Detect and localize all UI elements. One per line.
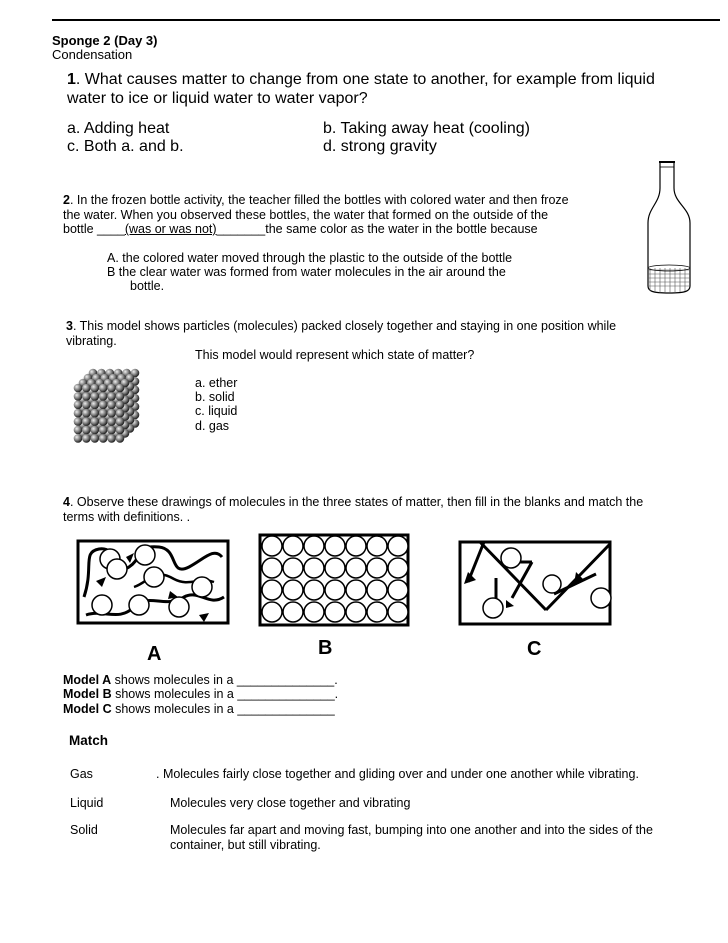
match-term-solid[interactable]: Solid bbox=[70, 823, 98, 837]
cube-sphere bbox=[116, 384, 125, 393]
cube-sphere bbox=[74, 401, 83, 410]
question-2-line: the water. When you observed these bottles, the water that formed on the outside of the bbox=[63, 207, 549, 222]
top-rule bbox=[52, 19, 720, 21]
molecule-circle bbox=[304, 558, 324, 578]
match-term-gas[interactable]: Gas bbox=[70, 767, 93, 781]
question-4-number: 4 bbox=[63, 495, 70, 509]
question-1-number: 1 bbox=[67, 71, 76, 88]
molecule-circle bbox=[262, 580, 282, 600]
molecule-circle bbox=[304, 602, 324, 622]
question-2-line: bottle ____ bbox=[63, 222, 125, 236]
cube-sphere bbox=[91, 434, 100, 443]
cube-sphere bbox=[107, 401, 116, 410]
model-c-statement bbox=[63, 702, 335, 716]
q3-option[interactable]: a. ether bbox=[195, 376, 238, 390]
cube-sphere bbox=[74, 417, 83, 426]
cube-sphere bbox=[116, 434, 125, 443]
cube-sphere bbox=[91, 409, 100, 418]
cube-sphere bbox=[74, 426, 83, 435]
cube-sphere bbox=[74, 384, 83, 393]
molecule-circle bbox=[346, 536, 366, 556]
molecule-circle bbox=[325, 558, 345, 578]
cube-sphere bbox=[99, 417, 108, 426]
cube-sphere bbox=[116, 409, 125, 418]
question-2-blank[interactable]: (was or was not) bbox=[124, 222, 217, 236]
question-2-number: 2 bbox=[63, 193, 70, 207]
cube-sphere bbox=[99, 384, 108, 393]
question-2-line: _______the same color as the water in the bottle because bbox=[216, 222, 538, 236]
molecule-circle bbox=[283, 536, 303, 556]
molecule-circle bbox=[325, 602, 345, 622]
molecule-circle bbox=[367, 580, 387, 600]
model-b-statement bbox=[63, 687, 338, 701]
q2-option-a[interactable]: A. the colored water moved through the plastic to the outside of the bottle bbox=[107, 251, 513, 265]
molecule-circle bbox=[367, 602, 387, 622]
cube-sphere bbox=[116, 401, 125, 410]
question-1-text: . What causes matter to change from one state to another, for example from liquid water to ice or liquid water to water vapor? bbox=[67, 71, 655, 107]
model-a-diagram bbox=[74, 537, 234, 629]
match-heading: Match bbox=[69, 733, 109, 748]
solid-cube-image bbox=[72, 366, 156, 456]
model-b-name: Model B bbox=[63, 687, 112, 701]
molecule-circle bbox=[325, 580, 345, 600]
match-definition[interactable]: Molecules very close together and vibrating bbox=[170, 796, 411, 810]
cube-sphere bbox=[107, 392, 116, 401]
bottle-image bbox=[640, 158, 698, 298]
molecule-circle bbox=[262, 558, 282, 578]
model-b-blank[interactable]: shows molecules in a ______________. bbox=[111, 687, 339, 701]
q1-option-d[interactable]: d. strong gravity bbox=[323, 138, 437, 155]
q3-option[interactable]: d. gas bbox=[195, 419, 230, 433]
cube-sphere bbox=[99, 392, 108, 401]
molecule-circle bbox=[262, 536, 282, 556]
q2-option-b-cont: bottle. bbox=[130, 279, 165, 293]
molecule-circle bbox=[304, 580, 324, 600]
q1-option-b[interactable]: b. Taking away heat (cooling) bbox=[323, 120, 530, 137]
page-subtitle: Condensation bbox=[52, 47, 133, 62]
q1-option-c[interactable]: c. Both a. and b. bbox=[67, 138, 184, 155]
cube-sphere bbox=[82, 417, 91, 426]
cube-sphere bbox=[99, 409, 108, 418]
cube-sphere bbox=[82, 392, 91, 401]
molecule-circle bbox=[283, 602, 303, 622]
cube-sphere bbox=[82, 384, 91, 393]
question-3-number: 3 bbox=[66, 319, 73, 333]
cube-sphere bbox=[116, 426, 125, 435]
molecule-circle bbox=[283, 558, 303, 578]
cube-sphere bbox=[99, 426, 108, 435]
match-term-liquid[interactable]: Liquid bbox=[70, 796, 104, 810]
cube-sphere bbox=[107, 434, 116, 443]
molecule-circle bbox=[262, 602, 282, 622]
cube-sphere bbox=[82, 401, 91, 410]
cube-sphere bbox=[116, 392, 125, 401]
question-2-line: . In the frozen bottle activity, the teacher filled the bottles with colored water and then froze bbox=[69, 193, 569, 207]
cube-sphere bbox=[91, 417, 100, 426]
molecule-circle bbox=[388, 558, 408, 578]
cube-sphere bbox=[82, 426, 91, 435]
cube-sphere bbox=[82, 409, 91, 418]
model-c-diagram bbox=[456, 538, 614, 630]
molecule-circle bbox=[304, 536, 324, 556]
molecule-circle bbox=[388, 602, 408, 622]
cube-sphere bbox=[91, 426, 100, 435]
molecule-circle bbox=[346, 602, 366, 622]
question-4-text: . Observe these drawings of molecules in the three states of matter, then fill in the blanks and match the terms with definitions. . bbox=[63, 495, 644, 524]
model-a-name: Model A bbox=[63, 673, 112, 687]
molecule-circle bbox=[283, 580, 303, 600]
molecule-circle bbox=[388, 580, 408, 600]
cube-sphere bbox=[74, 434, 83, 443]
molecule-circle bbox=[325, 536, 345, 556]
model-a-blank[interactable]: shows molecules in a ______________. bbox=[111, 673, 338, 687]
molecule-circle bbox=[367, 558, 387, 578]
cube-sphere bbox=[74, 392, 83, 401]
question-4 bbox=[63, 495, 663, 524]
cube-sphere bbox=[91, 401, 100, 410]
cube-sphere bbox=[91, 392, 100, 401]
cube-sphere bbox=[107, 409, 116, 418]
molecule-circle bbox=[346, 580, 366, 600]
question-1 bbox=[67, 70, 667, 108]
q2-option-b[interactable]: B the clear water was formed from water molecules in the air around the bbox=[107, 265, 506, 279]
question-2 bbox=[63, 193, 633, 237]
cube-sphere bbox=[99, 401, 108, 410]
model-b-label: B bbox=[318, 637, 333, 659]
model-b-diagram bbox=[256, 531, 414, 631]
match-definition[interactable]: Molecules far apart and moving fast, bumping into one another and into the sides of the container, but still vibrating. bbox=[170, 823, 653, 852]
molecule-circle bbox=[367, 536, 387, 556]
q3-option[interactable]: c. liquid bbox=[195, 404, 238, 418]
cube-sphere bbox=[107, 384, 116, 393]
question-3-prompt: This model would represent which state of matter? bbox=[195, 348, 475, 362]
cube-sphere bbox=[82, 434, 91, 443]
cube-sphere bbox=[74, 409, 83, 418]
cube-sphere bbox=[107, 426, 116, 435]
model-c-blank[interactable]: shows molecules in a ______________ bbox=[111, 702, 335, 716]
model-a-label: A bbox=[147, 643, 162, 665]
question-3 bbox=[66, 319, 666, 348]
molecule-circle bbox=[346, 558, 366, 578]
cube-sphere bbox=[116, 417, 125, 426]
model-a-statement bbox=[63, 673, 338, 687]
q3-option[interactable]: b. solid bbox=[195, 390, 235, 404]
cube-sphere bbox=[91, 384, 100, 393]
cube-sphere bbox=[99, 434, 108, 443]
match-definition[interactable]: . Molecules fairly close together and gliding over and under one another while vibrating. bbox=[156, 767, 639, 781]
model-c-name: Model C bbox=[63, 702, 112, 716]
page-title: Sponge 2 (Day 3) bbox=[52, 33, 158, 48]
molecule-circle bbox=[388, 536, 408, 556]
q1-option-a[interactable]: a. Adding heat bbox=[67, 120, 170, 137]
cube-sphere bbox=[107, 417, 116, 426]
model-c-label: C bbox=[527, 638, 542, 660]
question-3-text: . This model shows particles (molecules) packed closely together and staying in one position while vibrating. bbox=[66, 319, 617, 348]
